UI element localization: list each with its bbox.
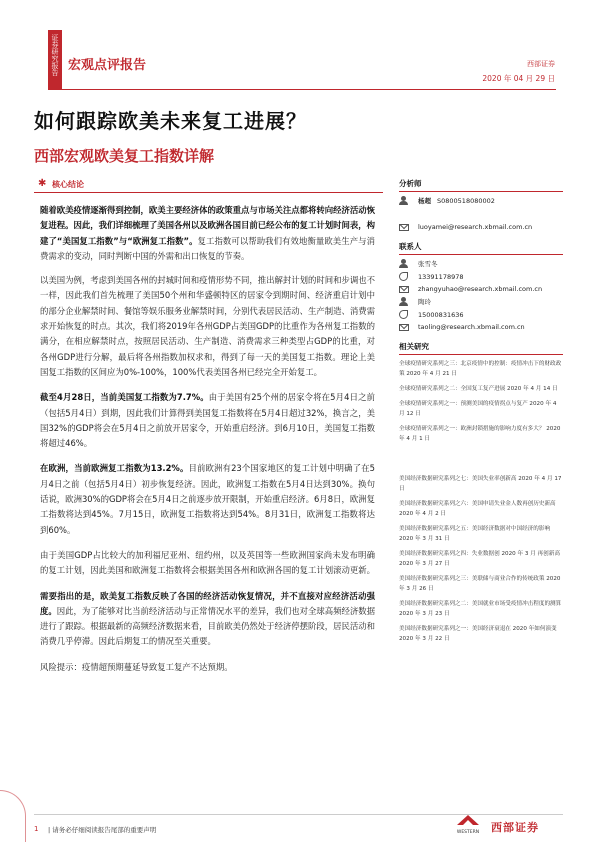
contact-phone: 15000831636 [418, 310, 464, 319]
firm-tag: 西部证券 [527, 60, 555, 68]
logo-text: WESTERN [456, 830, 480, 835]
paragraph-text: 由于美国有25个州的居家令将在5月4日之前（包括5月4日）到期，因此我们计算得到美国复工指数将在5月4日超过32%，换言之，美国32%的GDP将会在5月4日之前放开居家令，开始重启经济。到6月10日，美国复工指数将超过46%。 [40, 392, 376, 449]
contact-phone: 13391178978 [418, 272, 464, 281]
disclaimer-text: 请务必仔细阅读报告尾部的重要声明 [52, 826, 157, 834]
contacts-label: 联系人 [399, 241, 563, 255]
paragraph-text: 复工指数可以帮助我们有效地衡量欧美生产与消费需求的变动，同时判断中国的外需和出口恢复的节奏。 [40, 235, 375, 261]
research-item[interactable]: 全球疫情研究系列之二：全国复工复产进展 2020 年 4 月 14 日 [399, 386, 558, 392]
analyst-cert: S0800518080002 [437, 196, 495, 205]
contact-name: 张雪冬 [418, 260, 438, 268]
research-item[interactable]: 美国经济数据研究系列之四：失业数据创 2020 年 3 月 再创新高 2020 年 3 月 27 日 [399, 551, 560, 567]
research-item[interactable]: 美国经济数据研究系列之二：美国就业市场受疫情冲击程度的测算 2020 年 3 月 23 日 [399, 601, 562, 617]
paragraph [40, 548, 375, 579]
analyst-label: 分析师 [399, 178, 563, 192]
analyst-name: 杨超 [418, 197, 431, 205]
paragraph-text: 风险提示：疫情超预期蔓延导致复工复产不达预期。 [40, 661, 233, 672]
contacts-section [399, 241, 563, 331]
contact-entry [399, 259, 563, 293]
footer-firm-name: 西部证券 [491, 821, 539, 834]
report-type: 宏观点评报告 [68, 58, 147, 73]
research-item[interactable]: 美国经济数据研究系列之一：美国经济衰退在 2020 年如何演变 2020 年 3 月 22 日 [399, 626, 557, 642]
person-icon [399, 259, 408, 268]
paragraph [40, 589, 375, 650]
research-item[interactable]: 美国经济数据研究系列之七：美国失业率创新高 2020 年 4 月 17 日 [399, 476, 562, 492]
research-item[interactable]: 美国经济数据研究系列之五：美国经济数据对中国经济的影响 2020 年 3 月 31 日 [399, 526, 551, 542]
report-date: 2020 年 04 月 29 日 [482, 74, 555, 83]
header-divider [48, 89, 556, 90]
summary-label: 核心结论 [52, 180, 84, 189]
contact-email[interactable]: taoling@research.xbmail.com.cn [418, 323, 525, 331]
paragraph-lead: 截至4月28日，当前美国复工指数为7.7%。 [40, 392, 209, 403]
paragraph-lead: 需要指出的是，欧美复工指数反映了各国的经济活动恢复情况，并不直接对应经济活动强度。 [40, 590, 375, 616]
research-item[interactable]: 全球疫情研究系列之三：北京疫情中的控制：疫情冲击下的财政政策 2020 年 4 月 21 日 [399, 361, 562, 377]
paragraph [40, 203, 375, 264]
page-subtitle: 西部宏观欧美复工指数详解 [34, 147, 215, 165]
related-research-section [399, 341, 563, 644]
person-icon [399, 297, 408, 306]
footer-disclaimer: | 请务必仔细阅读报告尾部的重要声明 [48, 826, 157, 834]
western-logo [451, 813, 485, 835]
paragraph-lead: 在欧洲，当前欧洲复工指数为13.2%。 [40, 463, 189, 474]
research-list [399, 359, 563, 644]
contact-name-row [399, 259, 563, 268]
contact-email-row [399, 323, 563, 331]
paragraph-text: 由于美国GDP占比较大的加利福尼亚州、纽约州，以及英国等一些欧洲国家尚未发布明确的复工计划，因此美国和欧洲复工指数将会根据美国各州和欧洲各国的复工计划滚动更新。 [40, 549, 375, 576]
phone-icon [399, 272, 408, 281]
mail-icon [399, 224, 409, 231]
analyst-email[interactable]: luoyamei@research.xbmail.com.cn [418, 223, 533, 231]
sidebar [399, 178, 563, 649]
analyst-email-row [399, 223, 563, 231]
paragraph-lead: 随着欧美疫情逐渐得到控制，欧美主要经济体的政策重点与市场关注点都将转向经济活动恢复进程。因此，我们详细梳理了美国各州以及欧洲各国目前已经公布的复工计划时间表，构建了“美国复工指数”与“欧洲复工指数”。 [40, 205, 375, 246]
analyst-section [399, 178, 563, 231]
contact-name: 陶玲 [418, 298, 431, 306]
paragraph [40, 461, 375, 537]
brand-strip [48, 30, 62, 90]
research-label: 相关研究 [399, 341, 563, 355]
risk-note [40, 660, 375, 675]
contact-email-row [399, 285, 563, 293]
paragraph-text: 以美国为例，考虑到美国各州的封城时间和疫情形势不同，推出解封计划的时间和步调也不一样，因此我们首先梳理了美国50个州和华盛顿特区的居家令到期时间、经济重启计划中的部分企业解禁时间、餐馆等娱乐服务业解禁时间，分别代表居民活动、生产制造、消费需求开始恢复的时点。其次，我们将2019年各州GDP占美国GDP的比重作为各州复工指数的满分，在相应解禁时点，按照居民活动、生产制造、消费需求三种类型占GDP的比重，对各州GDP进行分解，最后将各州指数加权求和，得到了每一天的美国复工指数。理论上美国复工指数的区间应为0%-100%，100%代表美国各州已经完全开始复工。 [40, 275, 375, 377]
page-corner-decoration [0, 790, 26, 842]
person-icon [399, 196, 408, 205]
paragraph-text: 因此，为了能够对比当前经济活动与正常情况水平的差异，我们也对全球高频经济数据进行了跟踪。根据最新的高频经济数据来看，目前欧美仍然处于经济停摆阶段，居民活动和消费几乎停滞。因此后期复工的情况至关重要。 [40, 605, 375, 647]
page-number: 1 [34, 825, 39, 833]
page-title: 如何跟踪欧美未来复工进展？ [34, 109, 307, 133]
brand-vertical-text: 证券研究报告 [51, 34, 59, 76]
research-item[interactable]: 全球疫情研究系列之一：预测美国的疫情拐点与复产 2020 年 4 月 12 日 [399, 401, 557, 417]
contact-email[interactable]: zhangyuhao@research.xbmail.com.cn [418, 285, 543, 293]
bullet-icon: ✱ [38, 178, 47, 189]
analyst-row [399, 196, 563, 205]
summary-body [40, 203, 375, 685]
contact-phone-row [399, 310, 563, 319]
contact-entry [399, 297, 563, 331]
summary-header [34, 177, 383, 193]
mail-icon [399, 286, 409, 293]
research-item[interactable]: 全球疫情研究系列之一：欧洲封锁措施的影响力度有多大？ 2020 年 4 月 1 日 [399, 426, 561, 442]
paragraph [40, 390, 375, 451]
phone-icon [399, 310, 408, 319]
paragraph-text: 目前欧洲有23个国家地区的复工计划中明确了在5月4日之前（包括5月4日）初步恢复经济。因此，欧洲复工指数在5月4日达到30%。换句话说，欧洲30%的GDP将会在5月4日之前逐步放开限制，开始重启经济。6月8日，欧洲复工指数将达到45%。7月15日，欧洲复工指数将达到54%。8月31日，欧洲复工指数将达到60%。 [40, 463, 376, 535]
mail-icon [399, 324, 409, 331]
research-item[interactable]: 美国经济数据研究系列之六：美国申请失业金人数再创历史新高 2020 年 4 月 2 日 [399, 501, 556, 517]
contact-phone-row [399, 272, 563, 281]
research-item[interactable]: 美国经济数据研究系列之三：美联储与商业合作的传统政策 2020 年 3 月 26 日 [399, 576, 561, 592]
contact-name-row [399, 297, 563, 306]
paragraph [40, 273, 375, 380]
